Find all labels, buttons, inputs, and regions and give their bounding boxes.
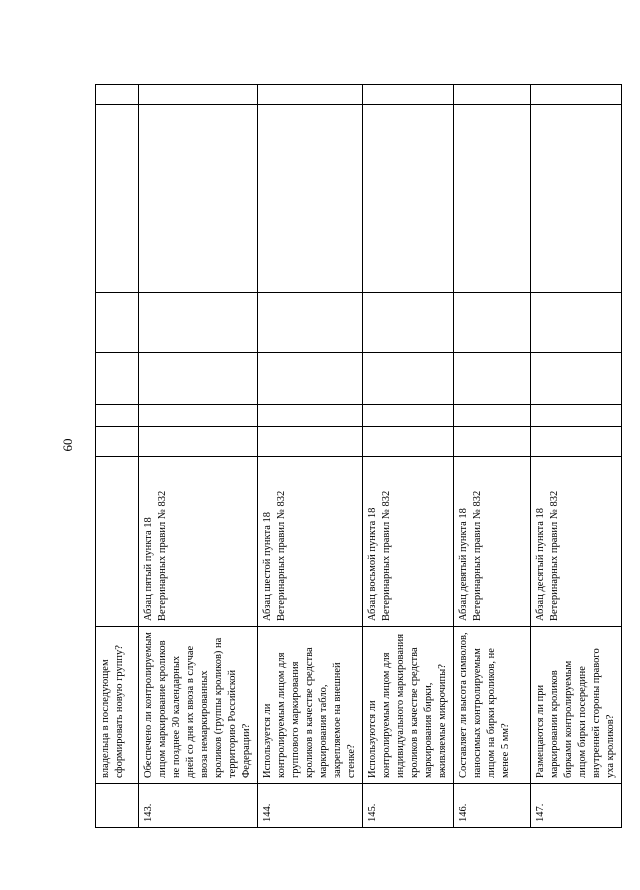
table-row	[363, 85, 454, 828]
legal-basis-cell: Абзац восьмой пункта 18 Ветеринарных правил № 832	[363, 457, 454, 627]
table-row	[531, 85, 622, 828]
table-row	[96, 85, 139, 828]
legal-basis-cell	[96, 457, 139, 627]
note-cell	[531, 105, 622, 293]
answer-na-cell	[363, 353, 454, 405]
row-number: 143.	[139, 784, 258, 828]
table-row	[258, 85, 363, 828]
answer-extra-cell	[258, 293, 363, 353]
note-cell	[139, 105, 258, 293]
margin-cell	[96, 85, 139, 105]
legal-basis-cell: Абзац шестой пункта 18 Ветеринарных правил № 832	[258, 457, 363, 627]
answer-yes-cell	[531, 427, 622, 457]
answer-no-cell	[258, 405, 363, 427]
question-cell: Используются ли контролируемым лицом для индивидуального маркирования кроликов в качестве средства маркирования бирки, вживляемые микрочипы?	[363, 627, 454, 784]
row-number: 147.	[531, 784, 622, 828]
question-cell: Обеспечено ли контролируемым лицом маркирование кроликов не позднее 30 календарных дней со дня их ввоза в случае ввоза немаркированных кроликов (группы кроликов) на территорию Российской Федерации?	[139, 627, 258, 784]
answer-extra-cell	[454, 293, 531, 353]
margin-cell	[531, 85, 622, 105]
question-cell: владельца в последующем сформировать новую группу?	[96, 627, 139, 784]
question-cell: Используется ли контролируемым лицом для группового маркирования кроликов в качестве средства маркирования табло, закрепляемое на внешней стенке?	[258, 627, 363, 784]
margin-cell	[454, 85, 531, 105]
answer-yes-cell	[454, 427, 531, 457]
answer-na-cell	[454, 353, 531, 405]
question-cell: Составляет ли высота символов, наносимых контролируемым лицом на бирки кроликов, не менее 5 мм?	[454, 627, 531, 784]
page-number: 60	[60, 438, 75, 452]
answer-yes-cell	[258, 427, 363, 457]
answer-extra-cell	[139, 293, 258, 353]
note-cell	[454, 105, 531, 293]
answer-na-cell	[139, 353, 258, 405]
table-row	[454, 85, 531, 828]
checklist-table	[95, 84, 622, 828]
row-number	[96, 784, 139, 828]
legal-basis-cell: Абзац пятый пункта 18 Ветеринарных правил № 832	[139, 457, 258, 627]
answer-no-cell	[531, 405, 622, 427]
answer-yes-cell	[363, 427, 454, 457]
legal-basis-cell: Абзац девятый пункта 18 Ветеринарных правил № 832	[454, 457, 531, 627]
question-cell: Размещаются ли при маркировании кроликов бирками контролируемым лицом бирки посередине внутренней стороны правого уха кроликов?	[531, 627, 622, 784]
note-cell	[96, 105, 139, 293]
answer-no-cell	[96, 405, 139, 427]
note-cell	[258, 105, 363, 293]
answer-yes-cell	[96, 427, 139, 457]
margin-cell	[258, 85, 363, 105]
answer-na-cell	[531, 353, 622, 405]
answer-na-cell	[258, 353, 363, 405]
answer-yes-cell	[139, 427, 258, 457]
answer-na-cell	[96, 353, 139, 405]
answer-extra-cell	[96, 293, 139, 353]
margin-cell	[139, 85, 258, 105]
note-cell	[363, 105, 454, 293]
table-row	[139, 85, 258, 828]
legal-basis-cell: Абзац десятый пункта 18 Ветеринарных правил № 832	[531, 457, 622, 627]
answer-no-cell	[363, 405, 454, 427]
answer-extra-cell	[531, 293, 622, 353]
margin-cell	[363, 85, 454, 105]
answer-no-cell	[454, 405, 531, 427]
row-number: 145.	[363, 784, 454, 828]
row-number: 146.	[454, 784, 531, 828]
row-number: 144.	[258, 784, 363, 828]
checklist-table-wrapper	[95, 85, 616, 828]
answer-no-cell	[139, 405, 258, 427]
answer-extra-cell	[363, 293, 454, 353]
